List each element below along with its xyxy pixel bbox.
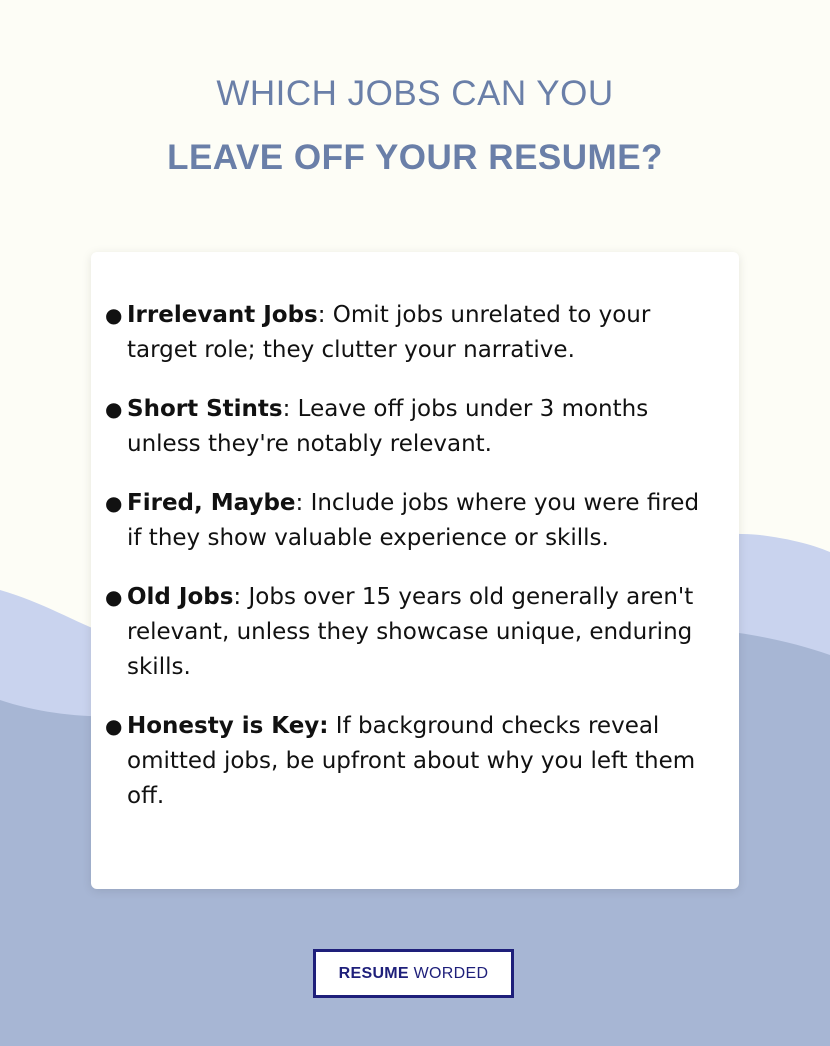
tip-title: Irrelevant Jobs [127,302,318,328]
tip-separator: : [233,584,242,610]
tip-text: Omit jobs unrelated to your target role; they clutter your narrative. [127,302,651,363]
tip-irrelevant-jobs [105,298,705,368]
tip-separator: : [295,490,304,516]
tip-honesty-is-key [105,709,705,814]
bullet-icon: ● [105,303,123,327]
logo-regular-text: WORDED [408,965,489,982]
tip-separator: : [282,396,291,422]
tip-fired-maybe [105,486,705,556]
tip-text: If background checks reveal omitted jobs, be upfront about why you left them off. [127,713,696,809]
bullet-icon: ● [105,585,123,609]
tip-title: Old Jobs [127,584,234,610]
tip-title: Honesty is Key: [127,713,329,739]
tip-title: Fired, Maybe [127,490,296,516]
tip-text: Jobs over 15 years old generally aren't relevant, unless they showcase unique, enduring skills. [127,584,694,680]
bullet-icon: ● [105,714,123,738]
tip-separator: : [317,302,326,328]
tips-card [91,252,739,889]
heading-line-1: WHICH JOBS CAN YOU [216,74,614,113]
bullet-icon: ● [105,491,123,515]
tip-text: Include jobs where you were fired if they show valuable experience or skills. [127,490,700,551]
tip-title: Short Stints [127,396,283,422]
tip-text: Leave off jobs under 3 months unless they're notably relevant. [127,396,649,457]
resume-worded-logo[interactable] [313,949,514,998]
tip-short-stints [105,392,705,462]
heading-line-2: LEAVE OFF YOUR RESUME? [167,138,663,177]
tips-list [105,298,705,838]
bullet-icon: ● [105,397,123,421]
tip-old-jobs [105,580,705,685]
logo-bold-text: RESUME [338,965,409,982]
